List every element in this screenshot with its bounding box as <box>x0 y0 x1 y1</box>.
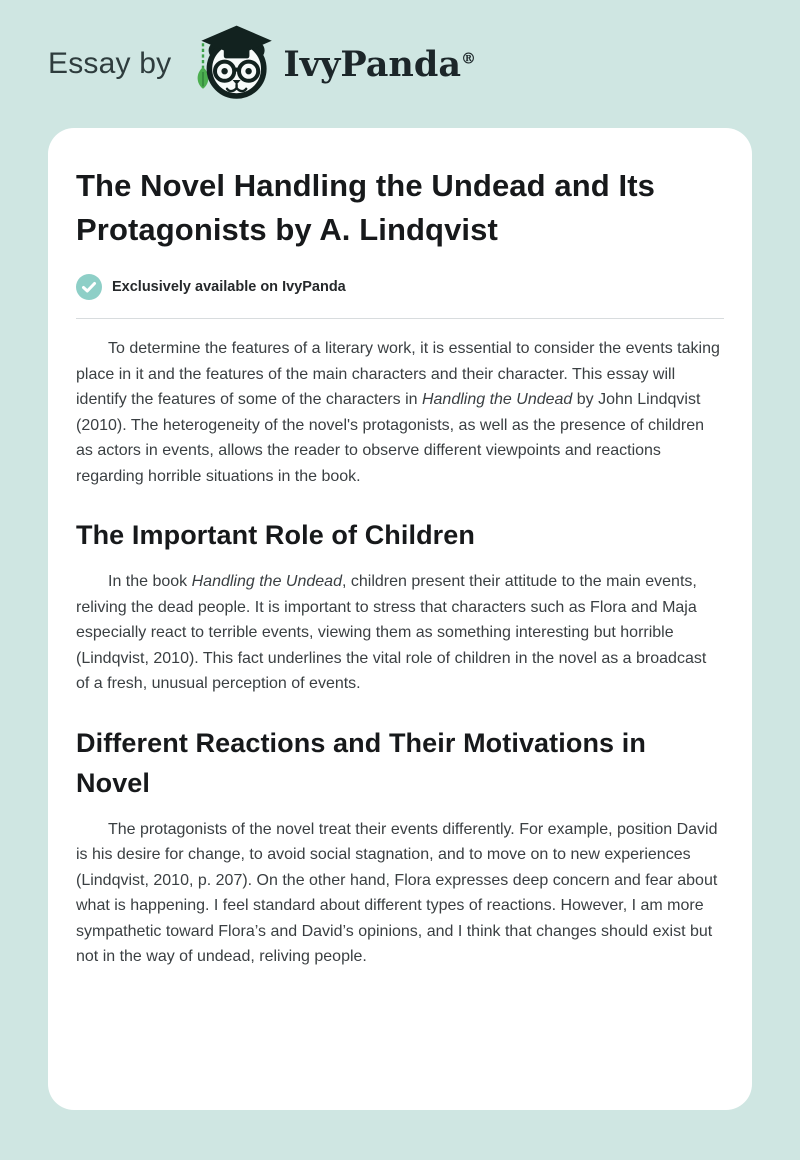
divider <box>76 318 724 319</box>
essay-paragraph: In the book Handling the Undead, children present their attitude to the main events, reliving the dead people. It is important to stress that characters such as Flora and Maja especially react to terrible events, viewing them as something interesting but horrible (Lindqvist, 2010). This fact underlines the vital role of children in the novel as a broadcast of a fresh, unusual perception of events. <box>76 573 707 692</box>
essay-card <box>48 128 752 1110</box>
essay-paragraph: To determine the features of a literary work, it is essential to consider the events taking place in it and the features of the main characters and their character. This essay will identify the features of some of the characters in Handling the Undead by John Lindqvist (2010). The heterogeneity of the novel's protagonists, as well as the presence of children as actors in events, allows the reader to observe different viewpoints and reactions regarding horrible situations in the book. <box>76 340 720 485</box>
essay-paragraph: The protagonists of the novel treat their events differently. For example, position David is his desire for change, to avoid social stagnation, and to move on to new experiences (Lindqvist, 2010, p. 207). On the other hand, Flora expresses deep concern and fear about what is happening. I feel standard about different types of reactions. However, I am more sympathetic toward Flora’s and David’s opinions, and I think that changes should exist but not in the way of undead, reliving people. <box>76 820 718 965</box>
ivypanda-logo <box>187 24 476 104</box>
panda-graduate-icon <box>187 24 275 104</box>
section-heading: The Important Role of Children <box>76 520 475 550</box>
essay-by-label: Essay by <box>48 47 172 80</box>
check-icon <box>76 274 102 300</box>
essay-title: The Novel Handling the Undead and Its Protagonists by A. Lindqvist <box>76 168 655 247</box>
registered-trademark: ® <box>461 48 477 67</box>
badge-label: Exclusively available on IvyPanda <box>112 279 346 295</box>
section-heading: Different Reactions and Their Motivations in Novel <box>76 727 646 798</box>
brand-name: IvyPanda® <box>283 43 477 85</box>
site-header <box>0 0 800 128</box>
essay-body <box>76 336 724 970</box>
exclusivity-badge <box>76 274 724 300</box>
